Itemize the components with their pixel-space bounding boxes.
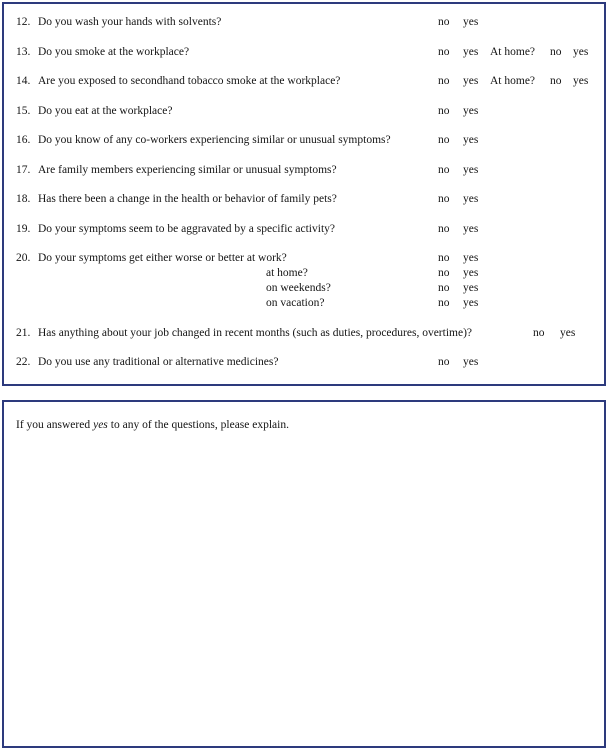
question-number: 17. [16,164,31,176]
answer-no[interactable]: no [438,46,450,58]
question-number: 20. [16,252,31,264]
answer-no[interactable]: no [438,282,450,294]
question-text: Do you use any traditional or alternative medicines? [38,356,279,368]
answer-yes[interactable]: yes [463,223,479,235]
question-subtext: on weekends? [266,282,331,294]
answer-no[interactable]: no [438,134,450,146]
question-text: Are family members experiencing similar or unusual symptoms? [38,164,337,176]
answer-no[interactable]: no [438,297,450,309]
answer-no[interactable]: no [533,327,545,339]
question-subrow [4,266,604,280]
answer-yes[interactable]: yes [560,327,576,339]
answer-no[interactable]: no [438,164,450,176]
at-home-answer-yes[interactable]: yes [573,46,589,58]
question-subtext: at home? [266,267,308,279]
explanation-writing-area[interactable] [8,438,600,738]
at-home-answer-yes[interactable]: yes [573,75,589,87]
answer-no[interactable]: no [438,223,450,235]
question-row [4,104,604,118]
answer-yes[interactable]: yes [463,134,479,146]
question-row [4,74,604,88]
answer-yes[interactable]: yes [463,297,479,309]
question-text: Has there been a change in the health or behavior of family pets? [38,193,337,205]
question-text: Are you exposed to secondhand tobacco smoke at the workplace? [38,75,341,87]
question-number: 22. [16,356,31,368]
explanation-prompt-prefix: If you answered [16,419,91,431]
question-number: 13. [16,46,31,58]
question-text: Do you know of any co-workers experiencing similar or unusual symptoms? [38,134,391,146]
answer-yes[interactable]: yes [463,356,479,368]
answer-yes[interactable]: yes [463,267,479,279]
question-number: 15. [16,105,31,117]
question-row [4,222,604,236]
question-subtext: on vacation? [266,297,325,309]
answer-yes[interactable]: yes [463,252,479,264]
at-home-label: At home? [490,75,536,87]
question-row [4,251,604,265]
at-home-label: At home? [490,46,536,58]
explanation-prompt [16,418,289,432]
question-row [4,355,604,369]
question-row [4,15,604,29]
question-subrow [4,296,604,310]
answer-no[interactable]: no [438,356,450,368]
explanation-prompt-italic-yes: yes [93,419,108,431]
explanation-panel [2,400,606,748]
answer-yes[interactable]: yes [463,46,479,58]
answer-yes[interactable]: yes [463,282,479,294]
answer-no[interactable]: no [438,16,450,28]
answer-yes[interactable]: yes [463,16,479,28]
question-number: 14. [16,75,31,87]
question-text: Do you wash your hands with solvents? [38,16,222,28]
question-number: 19. [16,223,31,235]
answer-no[interactable]: no [438,105,450,117]
answer-no[interactable]: no [438,267,450,279]
question-number: 18. [16,193,31,205]
question-text: Has anything about your job changed in recent months (such as duties, procedures, overtime)? [38,327,473,339]
answer-no[interactable]: no [438,252,450,264]
question-text: Do you smoke at the workplace? [38,46,190,58]
questions-panel [2,2,606,386]
question-number: 12. [16,16,31,28]
question-row [4,192,604,206]
answer-no[interactable]: no [438,75,450,87]
answer-yes[interactable]: yes [463,75,479,87]
answer-no[interactable]: no [438,193,450,205]
answer-yes[interactable]: yes [463,193,479,205]
question-row [4,45,604,59]
answer-yes[interactable]: yes [463,164,479,176]
question-number: 21. [16,327,31,339]
question-text: Do you eat at the workplace? [38,105,173,117]
question-number: 16. [16,134,31,146]
explanation-prompt-suffix: to any of the questions, please explain. [110,419,289,431]
question-text: Do your symptoms get either worse or better at work? [38,252,287,264]
answer-yes[interactable]: yes [463,105,479,117]
question-row [4,326,604,340]
at-home-answer-no[interactable]: no [550,75,562,87]
at-home-answer-no[interactable]: no [550,46,562,58]
question-subrow [4,281,604,295]
question-row [4,133,604,147]
question-row [4,163,604,177]
question-text: Do your symptoms seem to be aggravated by a specific activity? [38,223,335,235]
